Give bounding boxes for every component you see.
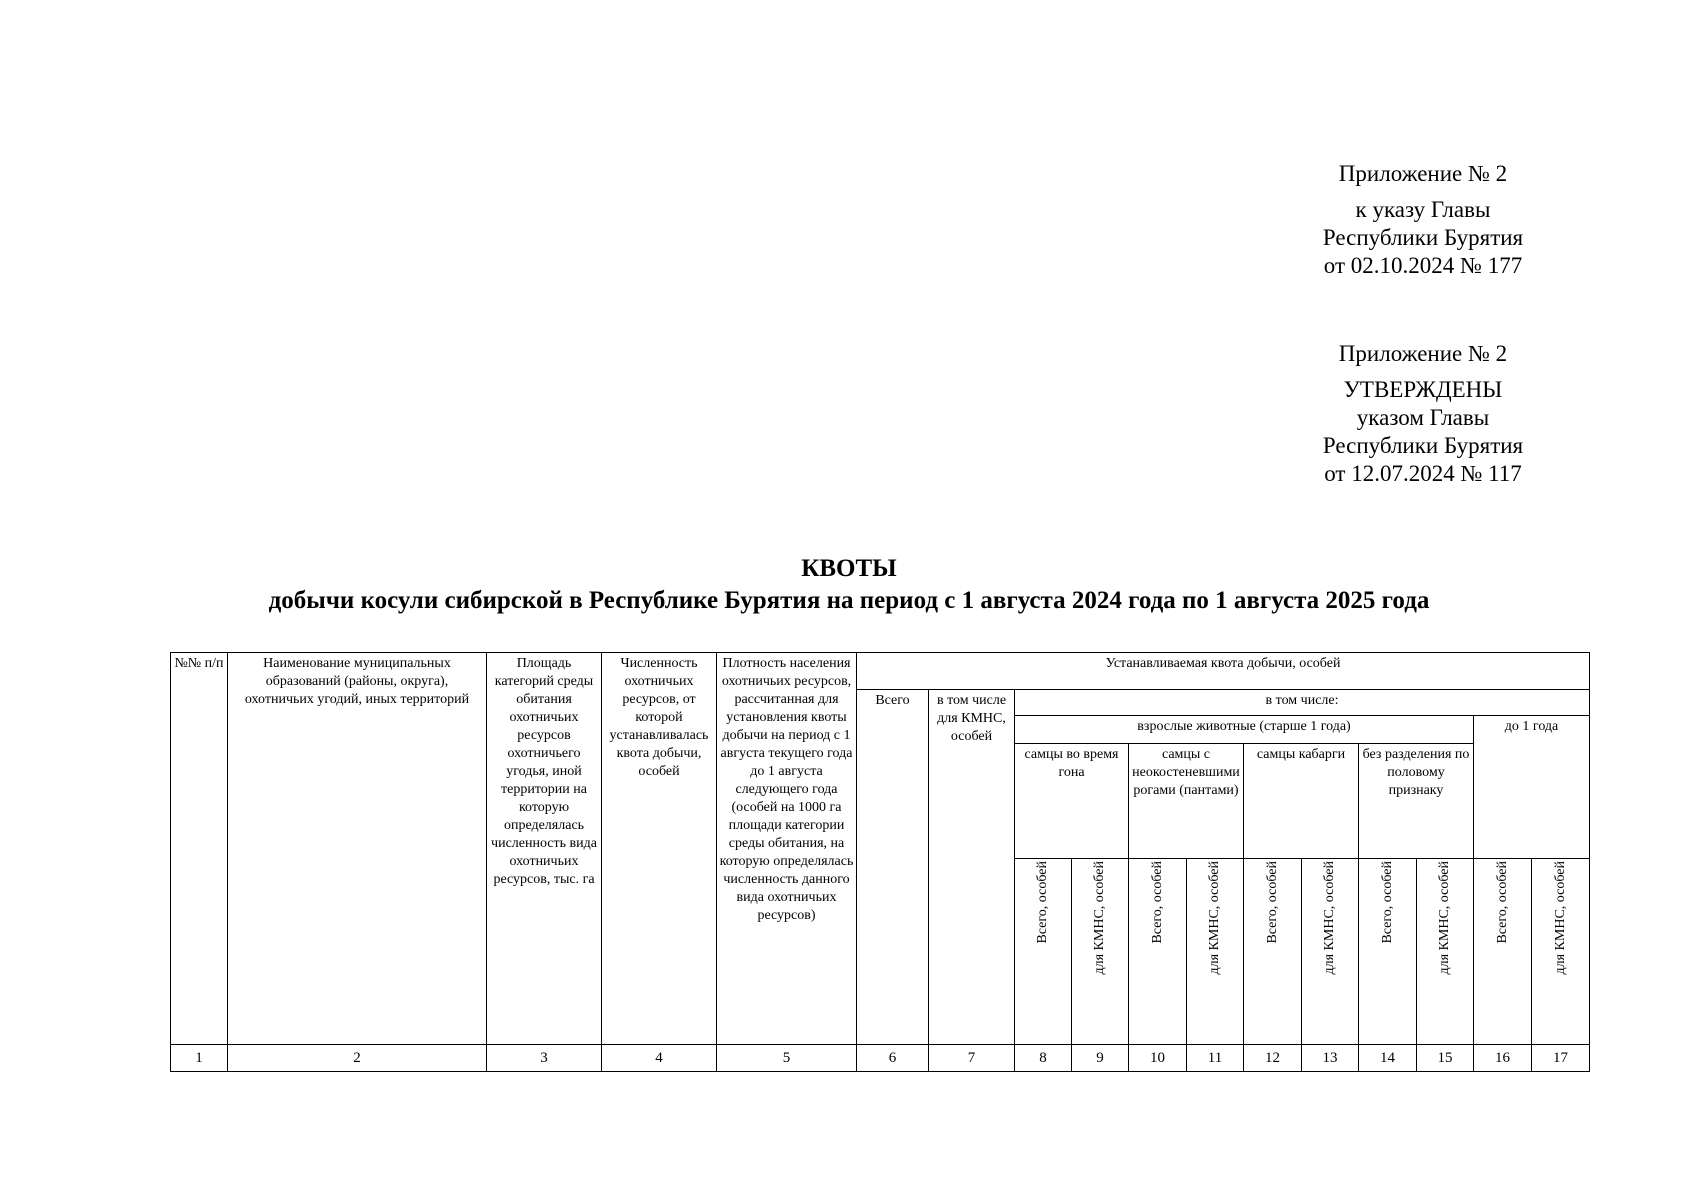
column-number: 2 bbox=[228, 1045, 487, 1072]
column-number: 15 bbox=[1417, 1045, 1474, 1072]
document-title: КВОТЫ bbox=[801, 555, 897, 582]
subheader-total bbox=[1129, 859, 1187, 1045]
subheader-total-text: Всего, особей bbox=[1264, 861, 1280, 944]
document-subtitle: добычи косули сибирской в Республике Бурятия на период с 1 августа 2024 года по 1 августа 2025 года bbox=[268, 587, 1430, 614]
column-number: 1 bbox=[171, 1045, 228, 1072]
header-num: №№ п/п bbox=[171, 653, 228, 1045]
column-number: 10 bbox=[1129, 1045, 1187, 1072]
header-males-rut: самцы во время гона bbox=[1015, 744, 1129, 859]
appendix-line: от 12.07.2024 № 117 bbox=[1324, 461, 1522, 486]
subheader-total bbox=[1244, 859, 1302, 1045]
appendix-line: от 02.10.2024 № 177 bbox=[1323, 253, 1523, 278]
subheader-kmns bbox=[1302, 859, 1359, 1045]
subheader-total bbox=[1359, 859, 1417, 1045]
appendix-block-2 bbox=[1250, 340, 1596, 488]
header-quota: Устанавливаемая квота добычи, особей bbox=[857, 653, 1590, 690]
header-total: Всего bbox=[857, 690, 929, 1045]
subheader-kmns-text: для КМНС, особей bbox=[1322, 861, 1337, 975]
header-area: Площадь категорий среды обитания охотничьих ресурсов охотничьего угодья, иной территории на которую определялась численность вида охотничьих ресурсов, тыс. га bbox=[487, 653, 602, 1045]
subheader-kmns-text: для КМНС, особей bbox=[1207, 861, 1222, 975]
appendix-line: указом Главы bbox=[1356, 405, 1490, 430]
column-number-row bbox=[171, 1045, 1590, 1072]
subheader-total bbox=[1474, 859, 1532, 1045]
subheader-kmns bbox=[1187, 859, 1244, 1045]
header-including: в том числе: bbox=[1015, 690, 1590, 716]
header-name: Наименование муниципальных образований (районы, округа), охотничьих угодий, иных территорий bbox=[228, 653, 487, 1045]
appendix-label: Приложение № 2 bbox=[1338, 161, 1508, 186]
header-no-sex: без разделения по половому признаку bbox=[1359, 744, 1474, 859]
header-adults: взрослые животные (старше 1 года) bbox=[1015, 716, 1474, 744]
subheader-kmns bbox=[1072, 859, 1129, 1045]
appendix-line: УТВЕРЖДЕНЫ bbox=[1343, 377, 1503, 402]
subheader-total-text: Всего, особей bbox=[1035, 861, 1050, 944]
header-males-velvet: самцы с неокостеневшими рогами (пантами) bbox=[1129, 744, 1244, 859]
subheader-kmns-text: для КМНС, особей bbox=[1092, 861, 1107, 975]
column-number: 11 bbox=[1187, 1045, 1244, 1072]
header-males-kabargi: самцы кабарги bbox=[1244, 744, 1359, 859]
subheader-total-text: Всего, особей bbox=[1494, 861, 1510, 944]
header-under-1: до 1 года bbox=[1474, 716, 1590, 859]
subheader-kmns-text: для КМНС, особей bbox=[1552, 861, 1568, 975]
appendix-line: Республики Бурятия bbox=[1322, 433, 1524, 458]
column-number: 5 bbox=[717, 1045, 857, 1072]
subheader-total-text: Всего, особей bbox=[1149, 861, 1165, 944]
column-number: 7 bbox=[929, 1045, 1015, 1072]
appendix-line: к указу Главы bbox=[1355, 197, 1491, 222]
subheader-kmns bbox=[1532, 859, 1590, 1045]
header-density: Плотность населения охотничьих ресурсов, рассчитанная для установления квоты добычи на период с 1 августа текущего года до 1 августа следующего года (особей на 1000 га площади категории среды обитания, на которую определялась численность данного вида охотничьих ресурсов) bbox=[717, 653, 857, 1045]
column-number: 8 bbox=[1015, 1045, 1072, 1072]
header-kmns: в том числе для КМНС, особей bbox=[929, 690, 1015, 1045]
subheader-total bbox=[1015, 859, 1072, 1045]
quota-table bbox=[170, 652, 1590, 1072]
subheader-total-text: Всего, особей bbox=[1379, 861, 1395, 944]
appendix-line: Республики Бурятия bbox=[1322, 225, 1524, 250]
column-number: 14 bbox=[1359, 1045, 1417, 1072]
column-number: 13 bbox=[1302, 1045, 1359, 1072]
appendix-block-1 bbox=[1250, 160, 1596, 280]
column-number: 16 bbox=[1474, 1045, 1532, 1072]
column-number: 4 bbox=[602, 1045, 717, 1072]
subheader-kmns bbox=[1417, 859, 1474, 1045]
column-number: 9 bbox=[1072, 1045, 1129, 1072]
column-number: 3 bbox=[487, 1045, 602, 1072]
subheader-kmns-text: для КМНС, особей bbox=[1437, 861, 1452, 975]
column-number: 6 bbox=[857, 1045, 929, 1072]
column-number: 17 bbox=[1532, 1045, 1590, 1072]
appendix-label: Приложение № 2 bbox=[1338, 341, 1508, 366]
header-count: Численность охотничьих ресурсов, от которой устанавливалась квота добычи, особей bbox=[602, 653, 717, 1045]
column-number: 12 bbox=[1244, 1045, 1302, 1072]
